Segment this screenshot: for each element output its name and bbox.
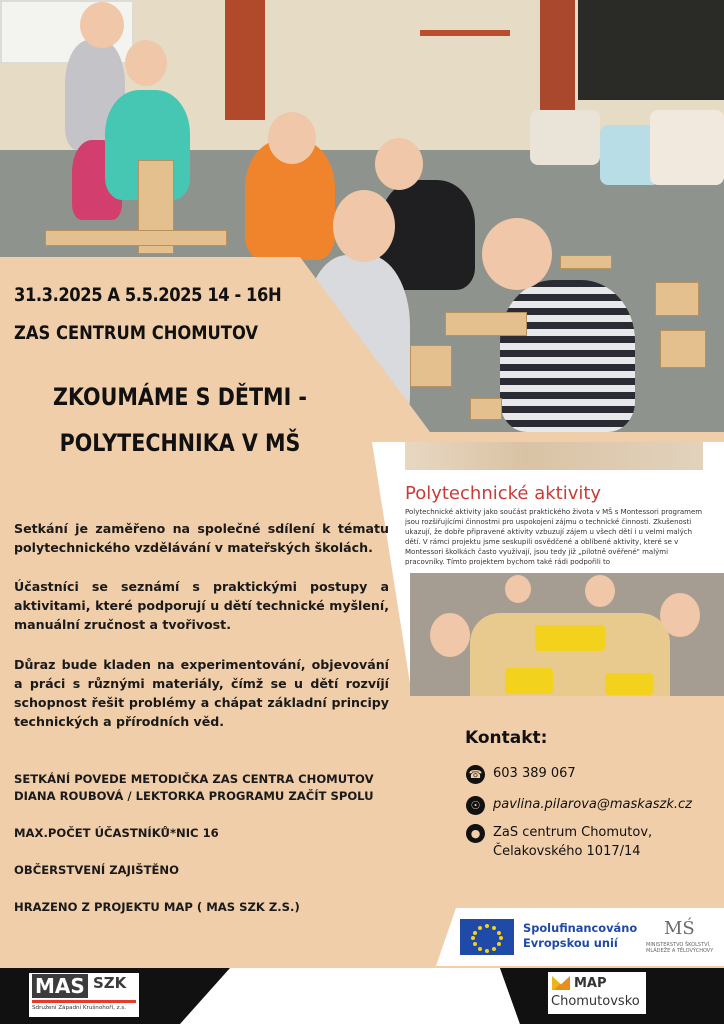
headline-line-1: ZKOUMÁME S DĚTMI - [52, 383, 307, 411]
newsletter-photo-tray [535, 625, 605, 651]
address-line-1: ZaS centrum Chomutov, [493, 825, 653, 840]
map-logo-region: Chomutovsko [551, 994, 640, 1009]
photo-door [225, 0, 265, 120]
address-line-2: Čelakovského 1017/14 [493, 844, 641, 859]
event-headline [51, 374, 309, 466]
eu-cofunded-text [523, 921, 637, 951]
contact-email[interactable]: pavlina.pilarova@maskaszk.cz [493, 797, 692, 812]
photo-child-head [125, 40, 167, 86]
photo-wooden-block [410, 345, 452, 387]
photo-chalkboard [578, 0, 724, 100]
photo-child-head [80, 2, 124, 48]
photo-child-head [333, 190, 395, 262]
photo-wooden-block [445, 312, 527, 336]
contact-phone[interactable]: 603 389 067 [493, 766, 576, 781]
photo-bag [530, 110, 600, 165]
refreshment-info: OBČERSTVENÍ ZAJIŠTĚNO [14, 863, 179, 877]
mas-szk-logo [29, 973, 139, 1017]
map-logo-mark [552, 976, 570, 990]
photo-wooden-block [470, 398, 502, 420]
newsletter-photo-child [660, 593, 700, 637]
photo-wooden-block [560, 255, 612, 269]
newsletter-photo-tray [605, 673, 653, 695]
phone-icon: ☎ [466, 765, 485, 784]
contact-address [493, 823, 652, 861]
photo-wooden-block [655, 282, 699, 316]
contact-address-row [466, 823, 652, 861]
photo-door-right [540, 0, 575, 110]
map-logo-text: MAP [574, 976, 607, 991]
event-date: 31.3.2025 A 5.5.2025 14 - 16H [14, 284, 282, 306]
newsletter-photo-child [585, 575, 615, 607]
description-paragraph-1: Setkání je zaměřeno na společné sdílení k tématu polytechnického vzdělávání v mateřských školách. [14, 521, 389, 555]
capacity-info: MAX.POČET ÚČASTNÍKŮ*NIC 16 [14, 826, 219, 840]
headline-line-2: POLYTECHNIKA V MŠ [59, 429, 301, 457]
msmt-logo-mark: MŚ [664, 918, 695, 939]
eu-flag-logo [460, 919, 514, 955]
eu-text-line-2: Evropskou unií [523, 936, 618, 950]
msmt-logo [644, 918, 724, 960]
photo-child-head [482, 218, 552, 290]
funding-info: HRAZENO Z PROJEKTU MAP ( MAS SZK Z.S.) [14, 900, 300, 914]
newsletter-photo [410, 573, 724, 696]
contact-email-row [466, 795, 692, 815]
newsletter-top-strip [405, 442, 703, 470]
newsletter-title: Polytechnické aktivity [405, 483, 602, 504]
msmt-text: MINISTERSTVO ŠKOLSTVÍ, MLÁDEŽE A TĚLOVÝCHOVY [646, 942, 714, 954]
photo-child [500, 280, 635, 432]
newsletter-photo-child [430, 613, 470, 657]
lead-line-2: DIANA ROUBOVÁ / LEKTORKA PROGRAMU ZAČÍT SPOLU [14, 789, 374, 803]
szk-logo-text: SZK [93, 974, 127, 992]
photo-wooden-block [660, 330, 706, 368]
lead-line-1: SETKÁNÍ POVEDE METODIČKA ZAS CENTRA CHOMUTOV [14, 772, 374, 786]
description-paragraph-3: Důraz bude kladen na experimentování, objevování a práci s různými materiály, čímž se u dětí rozvíjí schopnost řešit problémy a chápat základní principy technických a přírodních věd. [14, 657, 389, 729]
event-place: ZAS CENTRUM CHOMUTOV [14, 322, 259, 344]
photo-child-head [268, 112, 316, 164]
web-icon: ☉ [466, 796, 485, 815]
mas-logo-subtitle: Sdružení Západní Krušnohoří, z.s. [32, 1005, 127, 1011]
photo-bag [650, 110, 724, 185]
newsletter-photo-tray [505, 668, 553, 694]
photo-table [420, 30, 510, 106]
location-pin-icon: ● [466, 824, 485, 843]
mas-logo-stripe [32, 1000, 136, 1003]
eu-text-line-1: Spolufinancováno [523, 921, 638, 935]
mas-logo-text: MAS [32, 974, 88, 998]
photo-child-head [375, 138, 423, 190]
description-paragraph-2: Účastníci se seznámí s praktickými postupy a aktivitami, které podporují u dětí technické myšlení, manuální zručnost a tvořivost. [14, 579, 389, 632]
map-chomutovsko-logo [548, 972, 646, 1014]
newsletter-photo-child [505, 575, 531, 603]
newsletter-text: Polytechnické aktivity jako součást praktického života v MŠ s Montessori programem jsou rozšiřujícími činnostmi pro uspokojení zájmu o technické činnosti. Zkušenosti ukazují, že dobře připravené aktivity vzbuzují zájem u všech dětí i u velmi malých dětí. V rámci projektu jsme seskupili osvědčené a oblíbené aktivity, které se v Montessori školkách často využívají, jsou tedy již „pilotně ověřené" malými pracovníky. Tímto projektem bychom také rádi podpořili to [405, 508, 703, 565]
contact-phone-row [466, 764, 576, 784]
photo-wooden-block [45, 230, 227, 246]
contact-title: Kontakt: [465, 728, 548, 748]
